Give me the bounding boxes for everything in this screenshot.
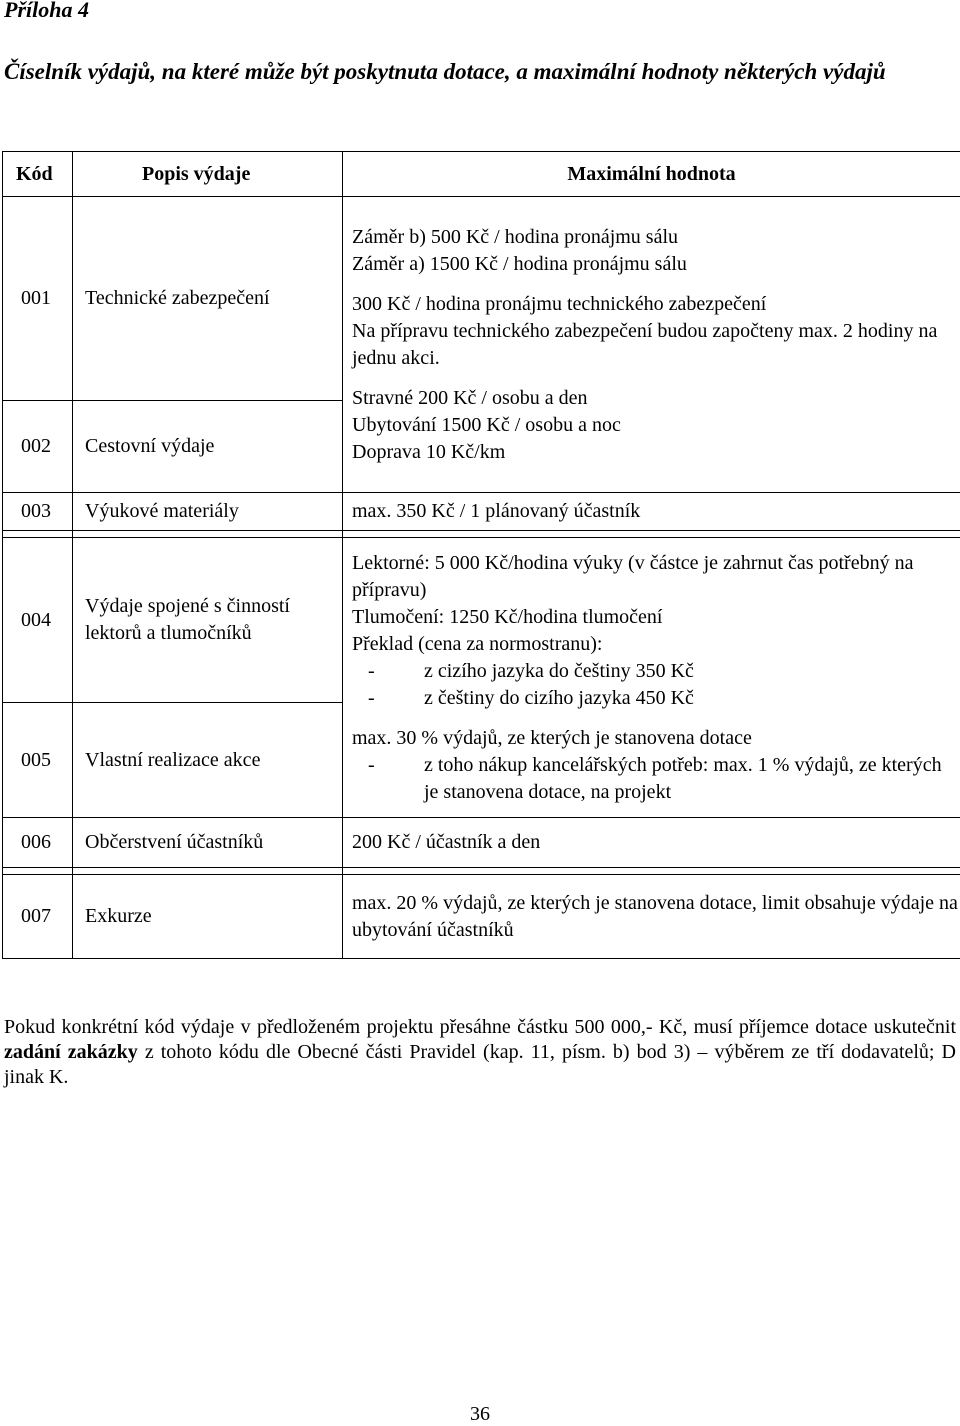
row-description: Technické zabezpečení (73, 197, 343, 401)
value-line: max. 30 % výdajů, ze kterých je stanovena dotace (352, 725, 960, 752)
row-description: Exkurze (73, 875, 343, 959)
row-description: Výdaje spojené s činností lektorů a tlumočníků (73, 538, 343, 703)
translation-list (352, 658, 960, 712)
row-code: 003 (3, 493, 73, 531)
value-line: 300 Kč / hodina pronájmu technického zabezpečení (352, 291, 960, 318)
value-line: Stravné 200 Kč / osobu a den (352, 385, 960, 412)
list-item: - z cizího jazyka do češtiny 350 Kč (352, 658, 960, 685)
row-description: Občerstvení účastníků (73, 818, 343, 868)
row-max-value (343, 538, 960, 818)
header-max-value: Maximální hodnota (343, 152, 960, 197)
value-line: Tlumočení: 1250 Kč/hodina tlumočení (352, 604, 960, 631)
row-description: Cestovní výdaje (73, 401, 343, 493)
row-code: 002 (3, 401, 73, 493)
value-line: Záměr b) 500 Kč / hodina pronájmu sálu (352, 224, 960, 251)
table-header-row (3, 152, 960, 197)
header-code: Kód (3, 152, 73, 197)
value-line: Ubytování 1500 Kč / osobu a noc (352, 412, 960, 439)
row-description: Vlastní realizace akce (73, 703, 343, 818)
value-line: Záměr a) 1500 Kč / hodina pronájmu sálu (352, 251, 960, 278)
list-item: - z toho nákup kancelářských potřeb: max. 1 % výdajů, ze kterých je stanovena dotace, na projekt (352, 752, 960, 806)
row-description: Výukové materiály (73, 493, 343, 531)
table-row-001 (3, 197, 960, 401)
row-code: 004 (3, 538, 73, 703)
row-code: 006 (3, 818, 73, 868)
row-code: 007 (3, 875, 73, 959)
value-line: Lektorné: 5 000 Kč/hodina výuky (v částce je zahrnut čas potřebný na přípravu) (352, 550, 960, 604)
table-row-006 (3, 818, 960, 868)
footer-bold-term: zadání zakázky (4, 1041, 138, 1063)
table-row-003 (3, 493, 960, 531)
list-item: - z češtiny do cizího jazyka 450 Kč (352, 685, 960, 712)
row-max-value: 200 Kč / účastník a den (343, 818, 960, 868)
value-line: Překlad (cena za normostranu): (352, 631, 960, 658)
header-description: Popis výdaje (73, 152, 343, 197)
annex-label: Příloha 4 (4, 0, 89, 23)
table-row-007 (3, 875, 960, 959)
row-max-value: max. 350 Kč / 1 plánovaný účastník (343, 493, 960, 531)
value-line: Na přípravu technického zabezpečení budou započteny max. 2 hodiny na jednu akci. (352, 318, 960, 372)
expense-codes-table (2, 151, 960, 959)
page-number: 36 (0, 1403, 960, 1426)
footer-note: Pokud konkrétní kód výdaje v předloženém projektu přesáhne částku 500 000,- Kč, musí příjemce dotace uskutečnit zadání zakázky z tohoto kódu dle Obecné části Pravidel (kap. 11, písm. b) bod 3) – výběrem ze tří dodavatelů; D jinak K. (4, 1015, 956, 1090)
row-code: 001 (3, 197, 73, 401)
row-code: 005 (3, 703, 73, 818)
office-supplies-list (352, 752, 960, 806)
row-max-value (343, 197, 960, 493)
table-row-004 (3, 538, 960, 703)
value-line: Doprava 10 Kč/km (352, 439, 960, 466)
document-title: Číselník výdajů, na které může být poskytnuta dotace, a maximální hodnoty některých výdajů (4, 56, 944, 87)
row-max-value: max. 20 % výdajů, ze kterých je stanovena dotace, limit obsahuje výdaje na ubytování účastníků (343, 875, 960, 959)
